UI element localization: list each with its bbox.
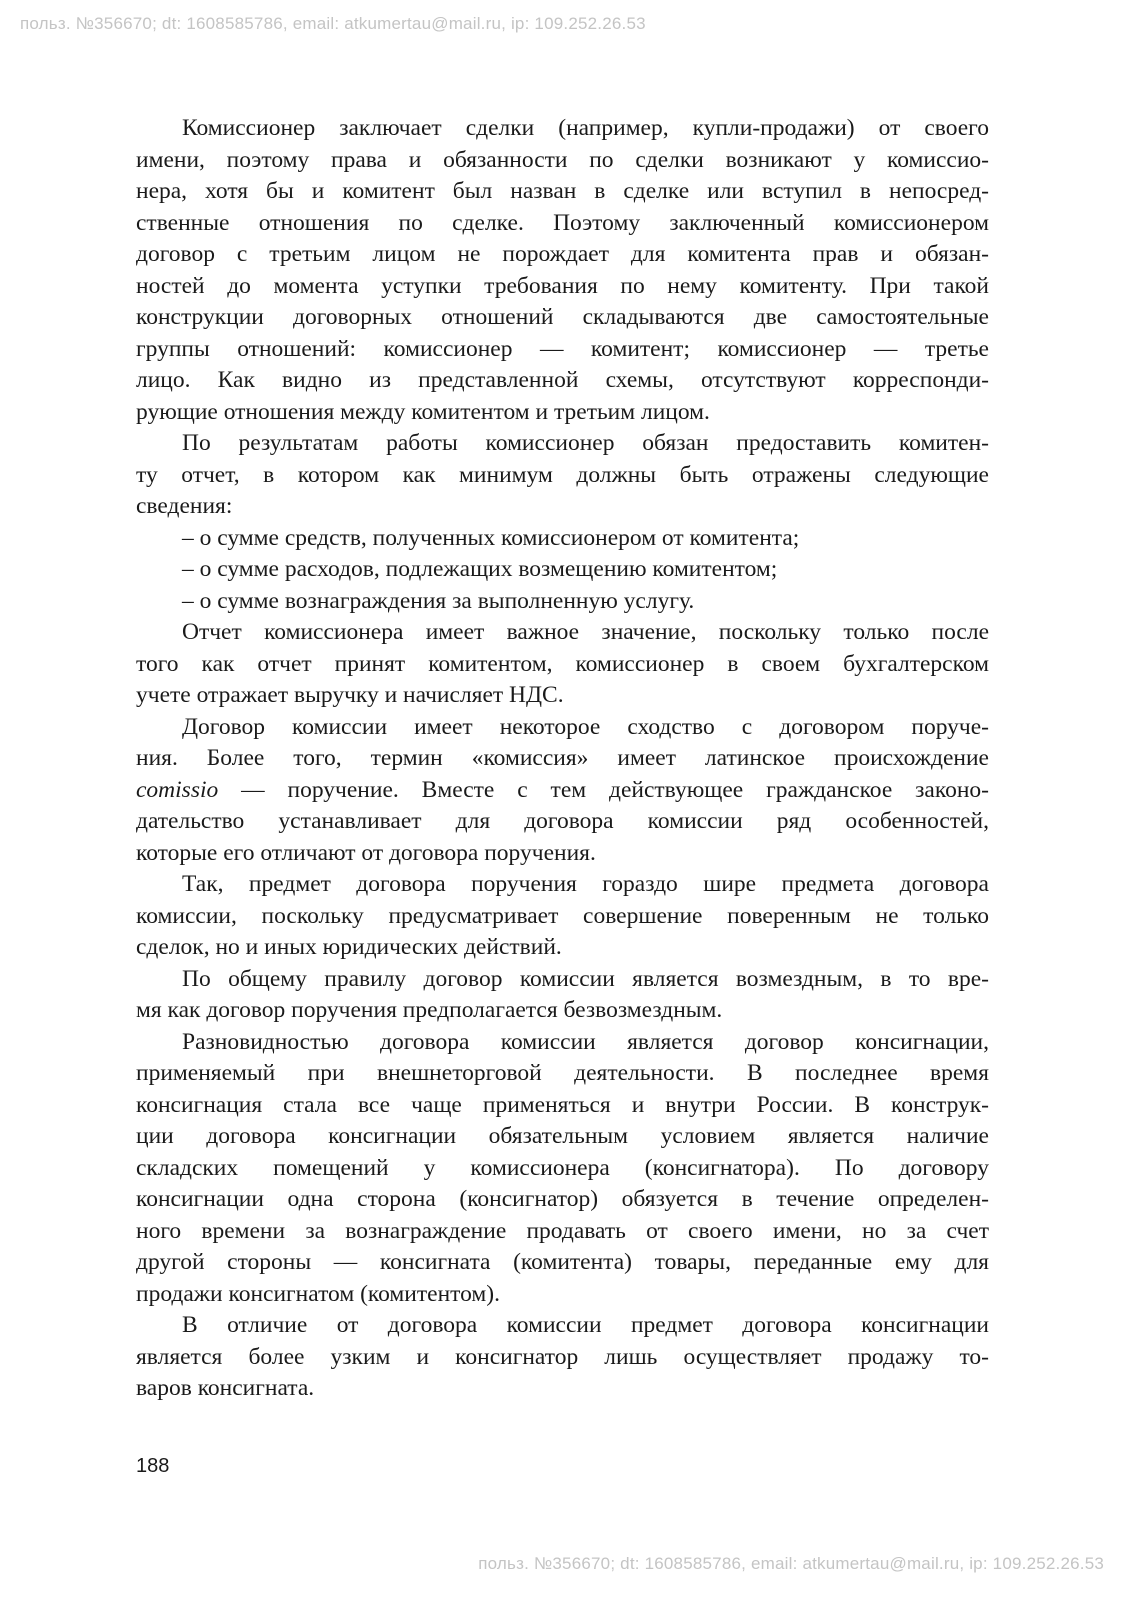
paragraph <box>136 869 989 964</box>
text-line: Договор комиссии имеет некоторое сходство с договором поруче- <box>182 713 989 740</box>
italic-term: comissio <box>136 776 219 803</box>
text-line: группы отношений: комиссионер — комитент; комиссионер — третье <box>136 335 989 362</box>
text-line: продажи консигнатом (комитентом). <box>136 1280 500 1307</box>
text-line: По общему правилу договор комиссии является возмездным, в то вре- <box>182 965 989 992</box>
text-line: применяемый при внешнеторговой деятельности. В последнее время <box>136 1060 989 1086</box>
text-line: сведения: <box>136 493 233 519</box>
text-line: нера, хотя бы и комитент был назван в сделке или вступил в непосред- <box>136 178 989 204</box>
text-line: ния. Более того, термин «комиссия» имеет латинское происхождение <box>136 745 989 771</box>
text-line: складских помещений у комиссионера (консигнатора). По договору <box>136 1154 989 1181</box>
text-line: другой стороны — консигната (комитента) товары, переданные ему для <box>136 1249 989 1275</box>
paragraph <box>136 1027 989 1311</box>
text-fragment: — поручение. Вместе с тем действующее гражданское законо- <box>218 776 989 803</box>
text-line: консигнации одна сторона (консигнатор) обязуется в течение определен- <box>136 1186 989 1212</box>
text-line: конструкции договорных отношений складываются две самостоятельные <box>136 304 989 330</box>
text-line: мя как договор поручения предполагается безвозмездным. <box>136 997 723 1023</box>
text-line: имени, поэтому права и обязанности по сделки возникают у комиссио- <box>136 146 989 173</box>
text-line: Так, предмет договора поручения гораздо шире предмета договора <box>182 871 989 897</box>
list-item: – о сумме средств, полученных комиссионером от комитента; <box>182 524 800 551</box>
paragraph <box>136 428 989 523</box>
text-line: По результатам работы комиссионер обязан предоставить комитен- <box>182 430 989 456</box>
text-line: ственные отношения по сделке. Поэтому заключенный комиссионером <box>136 209 989 236</box>
text-line: ту отчет, в котором как минимум должны быть отражены следующие <box>136 461 989 488</box>
paragraph <box>136 1310 989 1405</box>
paragraph <box>136 113 989 428</box>
list-item: – о сумме расходов, подлежащих возмещению комитентом; <box>182 556 778 582</box>
paragraph <box>136 964 989 1027</box>
text-line: которые его отличают от договора поручения. <box>136 839 596 866</box>
text-line: ного времени за вознаграждение продавать от своего имени, но за счет <box>136 1217 989 1244</box>
text-line: лицо. Как видно из представленной схемы, отсутствуют корреспонди- <box>136 367 989 393</box>
text-line: ностей до момента уступки требования по нему комитенту. При такой <box>136 272 989 299</box>
text-line <box>136 775 989 807</box>
paragraph <box>136 617 989 712</box>
paragraph <box>136 712 989 870</box>
watermark-top: польз. №356670; dt: 1608585786, email: atkumertau@mail.ru, ip: 109.252.26.53 <box>20 14 646 33</box>
page-body <box>136 113 989 1405</box>
text-line: комиссии, поскольку предусматривает совершение поверенным не только <box>136 902 989 929</box>
text-line: Комиссионер заключает сделки (например, купли-продажи) от своего <box>182 115 989 141</box>
text-line: Отчет комиссионера имеет важное значение, поскольку только после <box>182 619 989 645</box>
text-line: того как отчет принят комитентом, комиссионер в своем бухгалтерском <box>136 650 989 677</box>
text-line: договор с третьим лицом не порождает для комитента прав и обязан- <box>136 241 989 267</box>
text-line: является более узким и консигнатор лишь осуществляет продажу то- <box>136 1343 989 1370</box>
watermark-bottom: польз. №356670; dt: 1608585786, email: atkumertau@mail.ru, ip: 109.252.26.53 <box>478 1554 1104 1573</box>
text-line: рующие отношения между комитентом и третьим лицом. <box>136 398 710 425</box>
text-line: сделок, но и иных юридических действий. <box>136 934 562 960</box>
text-line: В отличие от договора комиссии предмет договора консигнации <box>182 1312 989 1338</box>
text-line: ции договора консигнации обязательным условием является наличие <box>136 1123 989 1149</box>
text-line: консигнация стала все чаще применяться и внутри России. В конструк- <box>136 1091 989 1118</box>
bullet-list <box>136 523 989 618</box>
text-line: Разновидностью договора комиссии является договор консигнации, <box>182 1028 989 1055</box>
list-item: – о сумме вознаграждения за выполненную услугу. <box>182 587 695 614</box>
text-line: дательство устанавливает для договора комиссии ряд особенностей, <box>136 808 989 834</box>
text-line: варов консигната. <box>136 1375 315 1401</box>
text-line: учете отражает выручку и начисляет НДС. <box>136 682 564 708</box>
page-number: 188 <box>136 1455 170 1477</box>
